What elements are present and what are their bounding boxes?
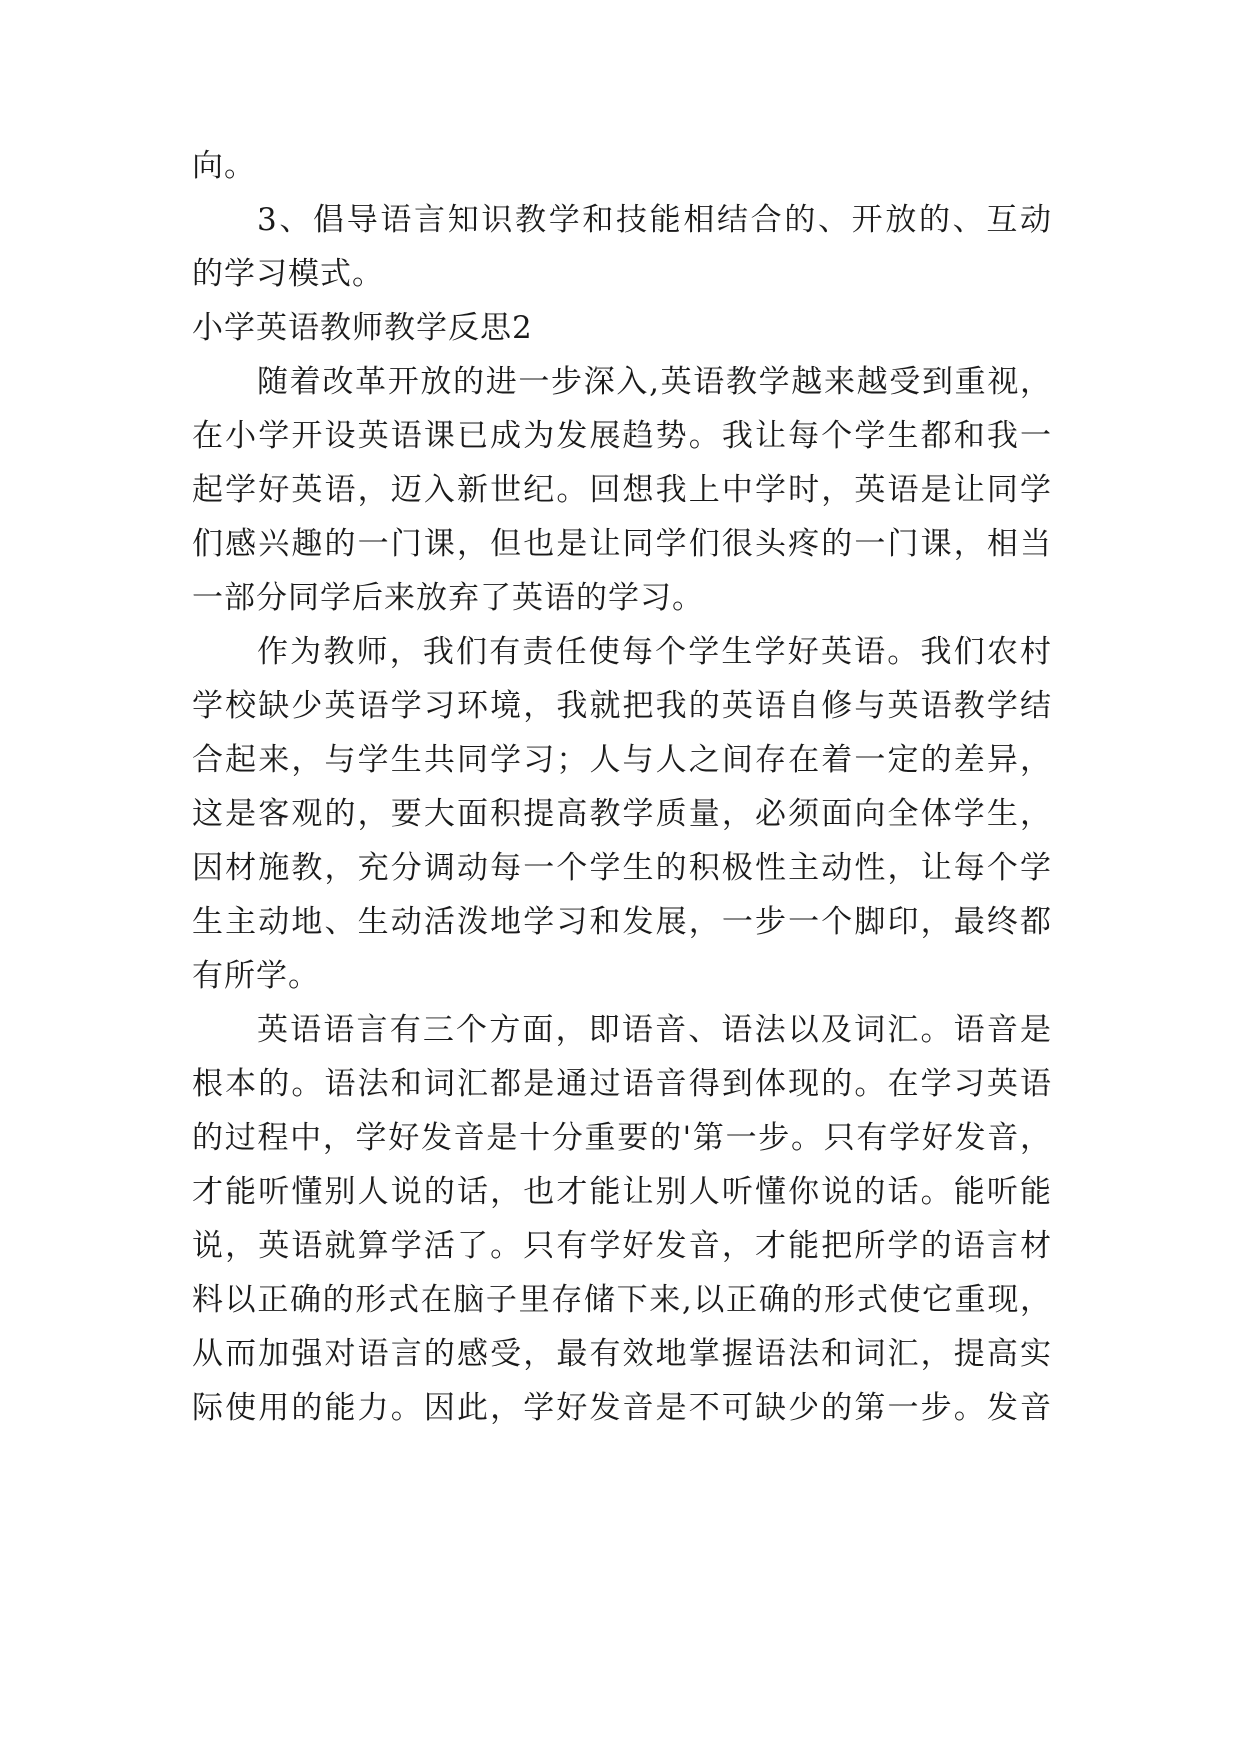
text-line: 这是客观的，要大面积提高教学质量，必须面向全体学生， [192, 796, 1052, 832]
text-line: 起学好英语，迈入新世纪。回想我上中学时，英语是让同学 [192, 472, 1052, 508]
text-line: 料以正确的形式在脑子里存储下来,以正确的形式使它重现， [192, 1282, 1052, 1318]
text-line: 有所学。 [192, 958, 320, 994]
text-line: 因材施教，充分调动每一个学生的积极性主动性，让每个学 [192, 850, 1052, 886]
text-line: 生主动地、生动活泼地学习和发展，一步一个脚印，最终都 [192, 904, 1052, 940]
text-line: 说，英语就算学活了。只有学好发音，才能把所学的语言材 [192, 1228, 1052, 1264]
text-line: 随着改革开放的进一步深入,英语教学越来越受到重视， [257, 364, 1052, 400]
section-heading: 小学英语教师教学反思2 [192, 310, 533, 346]
text-line: 3、倡导语言知识教学和技能相结合的、开放的、互动 [257, 202, 1052, 238]
text-line: 作为教师，我们有责任使每个学生学好英语。我们农村 [257, 634, 1052, 670]
text-line: 在小学开设英语课已成为发展趋势。我让每个学生都和我一 [192, 418, 1052, 454]
text-line: 的学习模式。 [192, 256, 384, 292]
text-line: 向。 [192, 148, 256, 184]
text-line: 才能听懂别人说的话，也才能让别人听懂你说的话。能听能 [192, 1174, 1052, 1210]
text-line: 合起来，与学生共同学习；人与人之间存在着一定的差异， [192, 742, 1052, 778]
text-line: 一部分同学后来放弃了英语的学习。 [192, 580, 704, 616]
text-line: 英语语言有三个方面，即语音、语法以及词汇。语音是 [257, 1012, 1052, 1048]
text-line: 学校缺少英语学习环境，我就把我的英语自修与英语教学结 [192, 688, 1052, 724]
text-line: 际使用的能力。因此，学好发音是不可缺少的第一步。发音 [192, 1390, 1052, 1426]
text-line: 们感兴趣的一门课，但也是让同学们很头疼的一门课，相当 [192, 526, 1052, 562]
text-line: 根本的。语法和词汇都是通过语音得到体现的。在学习英语 [192, 1066, 1052, 1102]
text-line: 从而加强对语言的感受，最有效地掌握语法和词汇，提高实 [192, 1336, 1052, 1372]
text-line: 的过程中，学好发音是十分重要的'第一步。只有学好发音， [192, 1120, 1052, 1156]
